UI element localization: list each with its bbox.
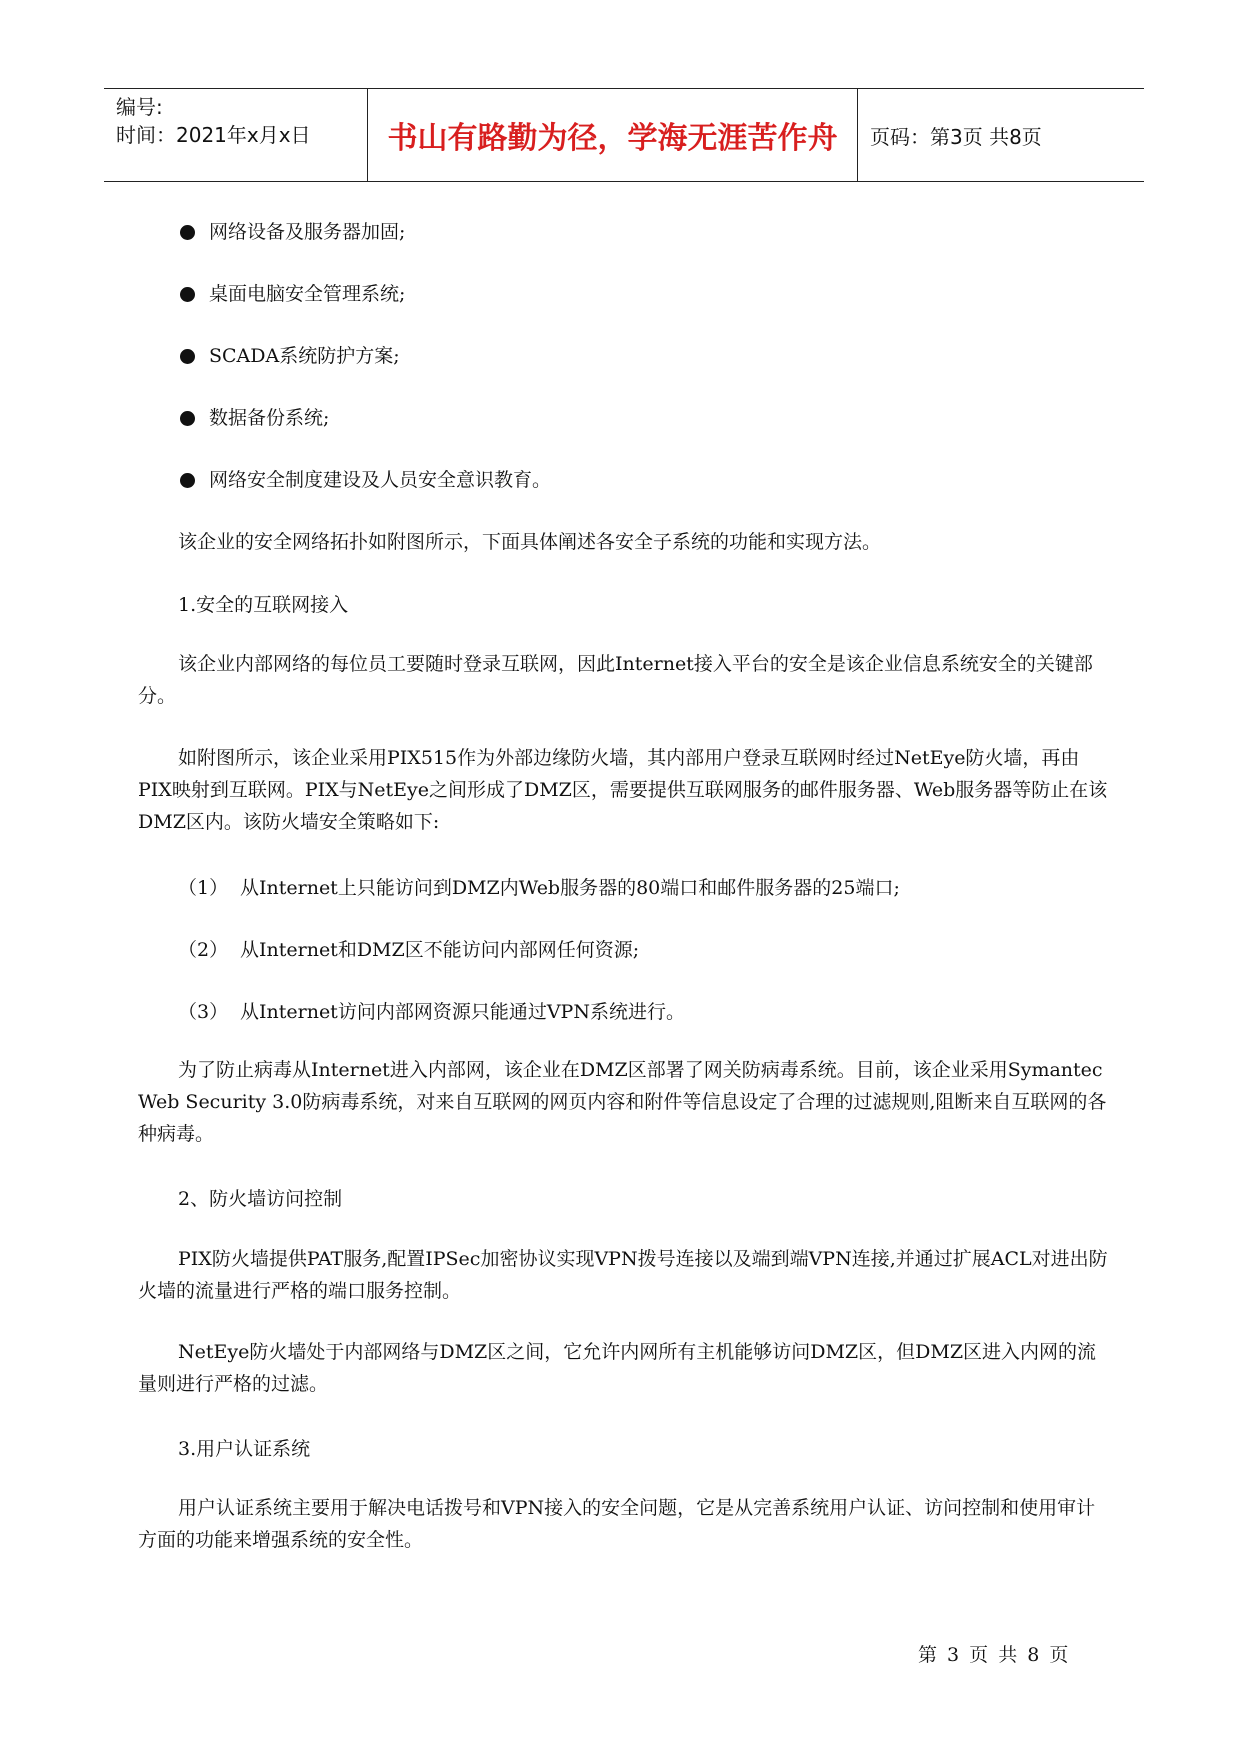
bullet-dot-icon <box>180 287 195 302</box>
bullet-dot-icon <box>180 225 195 240</box>
paragraph: 该企业内部网络的每位员工要随时登录互联网，因此Internet接入平台的安全是该企业信息系统安全的关键部分。 <box>138 653 1093 707</box>
bullet-text: 数据备份系统; <box>209 407 330 429</box>
bullet-dot-icon <box>180 349 195 364</box>
paragraph: NetEye防火墙处于内部网络与DMZ区之间，它允许内网所有主机能够访问DMZ区，但DMZ区进入内网的流量则进行严格的过滤。 <box>138 1341 1097 1395</box>
list-item <box>178 999 685 1025</box>
bullet-item <box>180 343 400 369</box>
time-label: 时间：2021年x月x日 <box>116 123 311 147</box>
bullet-text: 网络安全制度建设及人员安全意识教育。 <box>209 469 552 491</box>
item-text: 从Internet访问内部网资源只能通过VPN系统进行。 <box>240 1001 685 1023</box>
bullet-item <box>180 467 551 493</box>
list-item <box>178 875 900 901</box>
paragraph: 用户认证系统主要用于解决电话拨号和VPN接入的安全问题，它是从完善系统用户认证、访问控制和使用审计方面的功能来增强系统的安全性。 <box>138 1497 1096 1551</box>
intro-paragraph: 该企业的安全网络拓扑如附图所示，下面具体阐述各安全子系统的功能和实现方法。 <box>178 531 882 553</box>
bullet-text: SCADA系统防护方案; <box>209 345 400 367</box>
page-code: 页码：第3页 共8页 <box>870 124 1042 149</box>
bullet-text: 网络设备及服务器加固; <box>209 221 406 243</box>
paragraph: 如附图所示，该企业采用PIX515作为外部边缘防火墙，其内部用户登录互联网时经过NetEye防火墙，再由PIX映射到互联网。PIX与NetEye之间形成了DMZ区，需要提供互联网服务的邮件服务器、Web服务器等防止在该DMZ区内。该防火墙安全策略如下: <box>138 747 1108 833</box>
item-number: （3） <box>178 1001 229 1023</box>
page-header <box>104 88 1144 182</box>
bullet-dot-icon <box>180 411 195 426</box>
bullet-text: 桌面电脑安全管理系统; <box>209 283 406 305</box>
page-footer: 第 3 页 共 8 页 <box>918 1644 1071 1666</box>
motto: 书山有路勤为径，学海无涯苦作舟 <box>368 89 858 181</box>
item-text: 从Internet上只能访问到DMZ内Web服务器的80端口和邮件服务器的25端口; <box>240 877 900 899</box>
section-heading: 2、防火墙访问控制 <box>178 1188 343 1210</box>
header-meta <box>104 89 368 181</box>
item-text: 从Internet和DMZ区不能访问内部网任何资源; <box>240 939 640 961</box>
bullet-item <box>180 405 329 431</box>
bullet-item <box>180 281 405 307</box>
paragraph: 为了防止病毒从Internet进入内部网，该企业在DMZ区部署了网关防病毒系统。目前，该企业采用Symantec Web Security 3.0防病毒系统，对来自互联网的网页内容和附件等信息设定了合理的过滤规则,阻断来自互联网的各种病毒。 <box>138 1059 1107 1145</box>
item-number: （1） <box>178 877 229 899</box>
section-heading: 1.安全的互联网接入 <box>178 594 349 616</box>
section-heading: 3.用户认证系统 <box>178 1438 311 1460</box>
bullet-item <box>180 219 405 245</box>
item-number: （2） <box>178 939 229 961</box>
bullet-dot-icon <box>180 473 195 488</box>
number-label: 编号: <box>116 95 163 119</box>
paragraph: PIX防火墙提供PAT服务,配置IPSec加密协议实现VPN拨号连接以及端到端VPN连接,并通过扩展ACL对进出防火墙的流量进行严格的端口服务控制。 <box>138 1248 1108 1302</box>
list-item <box>178 937 639 963</box>
